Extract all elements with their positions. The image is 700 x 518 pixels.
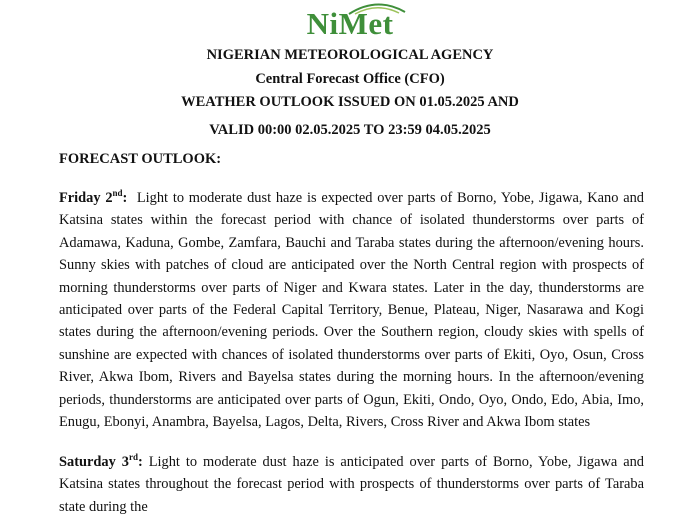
logo-wordmark: [307, 4, 394, 44]
nimet-logo: [0, 4, 700, 46]
logo-swoosh-icon: [347, 2, 407, 16]
agency-name: NIGERIAN METEOROLOGICAL AGENCY: [206, 47, 494, 63]
logo-ni: Ni: [306, 6, 339, 41]
office-name: Central Forecast Office (CFO): [255, 71, 445, 87]
forecast-paragraph-saturday: [59, 451, 644, 518]
logo-met: Met: [338, 6, 394, 41]
forecast-text: Light to moderate dust haze is anticipated over parts of Borno, Yobe, Jigawa and Katsina states throughout the forecast period with prospects of thunderstorms over parts of Taraba state during the: [59, 454, 644, 515]
validity-line: VALID 00:00 02.05.2025 TO 23:59 04.05.2025: [209, 122, 491, 138]
day-heading: Saturday 3rd:: [59, 452, 143, 470]
day-heading: Friday 2nd:: [59, 188, 128, 206]
forecast-text: Light to moderate dust haze is expected over parts of Borno, Yobe, Jigawa, Kano and Katsina states within the forecast period with chance of isolated thunderstorms over parts of Adamawa, Kaduna, Gombe, Zamfara, Bauchi and Taraba states during the afternoon/evening hours. Sunny skies with patches of cloud are anticipated over the North Central region with prospects of morning thunderstorms over parts of Niger and Kwara states. Later in the day, thunderstorms are anticipated over parts of the Federal Capital Territory, Benue, Plateau, Niger, Nasarawa and Kogi states during the afternoon/evening periods. Over the Southern region, cloudy skies with spells of sunshine are expected with chances of isolated thunderstorms over parts of Ekiti, Oyo, Osun, Cross River, Akwa Ibom, Rivers and Bayelsa states during the morning hours. In the afternoon/evening periods, thunderstorms are anticipated over parts of Ogun, Ekiti, Ondo, Oyo, Ondo, Edo, Abia, Imo, Enugu, Ebonyi, Anambra, Bayelsa, Lagos, Delta, Rivers, Cross River and Akwa Ibom states: [59, 190, 644, 431]
section-title: FORECAST OUTLOOK:: [59, 151, 222, 167]
forecast-paragraph-friday: [59, 187, 644, 433]
outlook-issued-line: WEATHER OUTLOOK ISSUED ON 01.05.2025 AND: [181, 94, 519, 110]
